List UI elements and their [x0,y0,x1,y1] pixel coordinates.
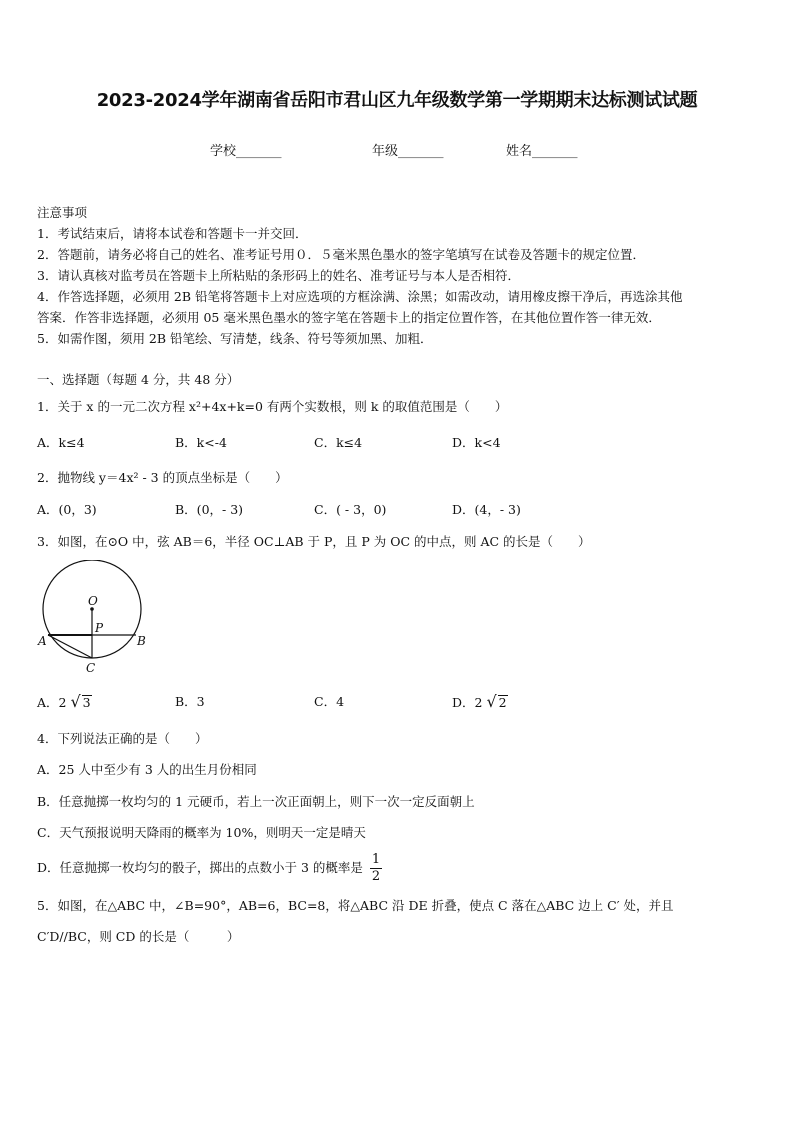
notice-item-1: 1．考试结束后，请将本试卷和答题卡一并交回． [37,226,308,241]
q4-option-c: C．天气预报说明天降雨的概率为 10%，则明天一定是晴天 [37,825,366,840]
name-field [506,140,578,159]
question-1-stem: 1．关于 x 的一元二次方程 x²+4x+k=0 有两个实数根，则 k 的取值范围是（ ） [37,399,508,414]
q3-option-d [452,692,508,711]
notice-heading: 注意事项 [37,205,88,220]
grade-field [372,140,444,159]
question-4-stem: 4．下列说法正确的是（ ） [37,731,208,746]
grade-label: 年级 [372,144,399,159]
segment-ac [48,635,92,658]
question-5-line-1: 5．如图，在△ABC 中，∠B=90°，AB=6，BC=8，将△ABC 沿 DE 折叠，使点 C 落在△ABC 边上 C′ 处，并且 [37,898,674,913]
notice-item-3: 3．请认真核对监考员在答题卡上所粘贴的条形码上的姓名、准考证号与本人是否相符． [37,268,520,283]
q2-option-c: C．( - 3，0) [314,502,387,517]
q3-option-a-radicand: 3 [82,695,91,710]
question-5-line-2: C′D//BC，则 CD 的长是（ ） [37,929,240,944]
q1-option-b: B．k<-4 [175,435,227,450]
exam-title: 2023-2024学年湖南省岳阳市君山区九年级数学第一学期期末达标测试试题 [96,90,698,111]
label-p: P [95,621,104,635]
q1-option-a: A．k≤4 [37,435,85,450]
question-2-stem: 2．抛物线 y＝4x² - 3 的顶点坐标是（ ） [37,470,288,485]
q2-option-d: D．(4，- 3) [452,502,521,517]
section-heading: 一、选择题（每题 4 分，共 48 分） [37,372,240,387]
q4-option-d [37,852,382,885]
q3-option-d-radicand: 2 [498,695,507,710]
q4-option-a: A．25 人中至少有 3 人的出生月份相同 [37,762,257,777]
notice-item-5: 5．如需作图，须用 2B 铅笔绘、写清楚，线条、符号等须加黑、加粗． [37,331,433,346]
q4-option-b: B．任意抛掷一枚均匀的 1 元硬币，若上一次正面朝上，则下一次一定反面朝上 [37,794,475,809]
q3-option-b: B．3 [175,694,205,709]
school-label: 学校 [210,144,237,159]
notice-item-2: 2．答题前，请务必将自己的姓名、准考证号用０．５毫米黑色墨水的签字笔填写在试卷及答题卡的规定位置． [37,247,645,262]
q3-option-d-prefix: D．2 [452,695,483,710]
name-label: 姓名 [506,144,533,159]
q2-option-a: A．(0，3) [37,502,97,517]
q3-option-a [37,692,92,711]
label-c: C [86,661,96,675]
sqrt-symbol: √ [486,692,497,711]
fraction-numerator: 1 [371,852,381,867]
q1-option-c: C．k≤4 [314,435,363,450]
notice-item-4: 4．作答选择题，必须用 2B 铅笔将答题卡上对应选项的方框涂满、涂黑；如需改动，请用橡皮擦干净后，再选涂其他 [37,289,683,304]
sqrt-symbol: √ [70,692,81,711]
q4-option-d-text: D．任意抛掷一枚均匀的骰子，掷出的点数小于 3 的概率是 [37,860,363,875]
q1-option-d: D．k<4 [452,435,501,450]
q2-option-b: B．(0，- 3) [175,502,244,517]
grade-blank: _______ [398,144,444,159]
school-blank: _______ [236,144,282,159]
question-3-stem: 3．如图，在⊙O 中，弦 AB＝6，半径 OC⊥AB 于 P，且 P 为 OC 的中点，则 AC 的长是（ ） [37,534,591,549]
name-blank: _______ [532,144,578,159]
label-o: O [88,594,98,608]
q3-circle-figure [34,560,154,680]
label-b: B [137,634,146,648]
notice-item-4-cont: 答案．作答非选择题，必须用 05 毫米黑色墨水的签字笔在答题卡上的指定位置作答，在其他位置作答一律无效． [37,310,661,325]
fraction-denominator: 2 [371,869,381,884]
q3-option-c: C．4 [314,694,345,709]
label-a: A [38,634,47,648]
q3-option-a-prefix: A．2 [37,695,67,710]
q4-option-d-fraction [370,852,382,885]
school-field [210,140,282,159]
